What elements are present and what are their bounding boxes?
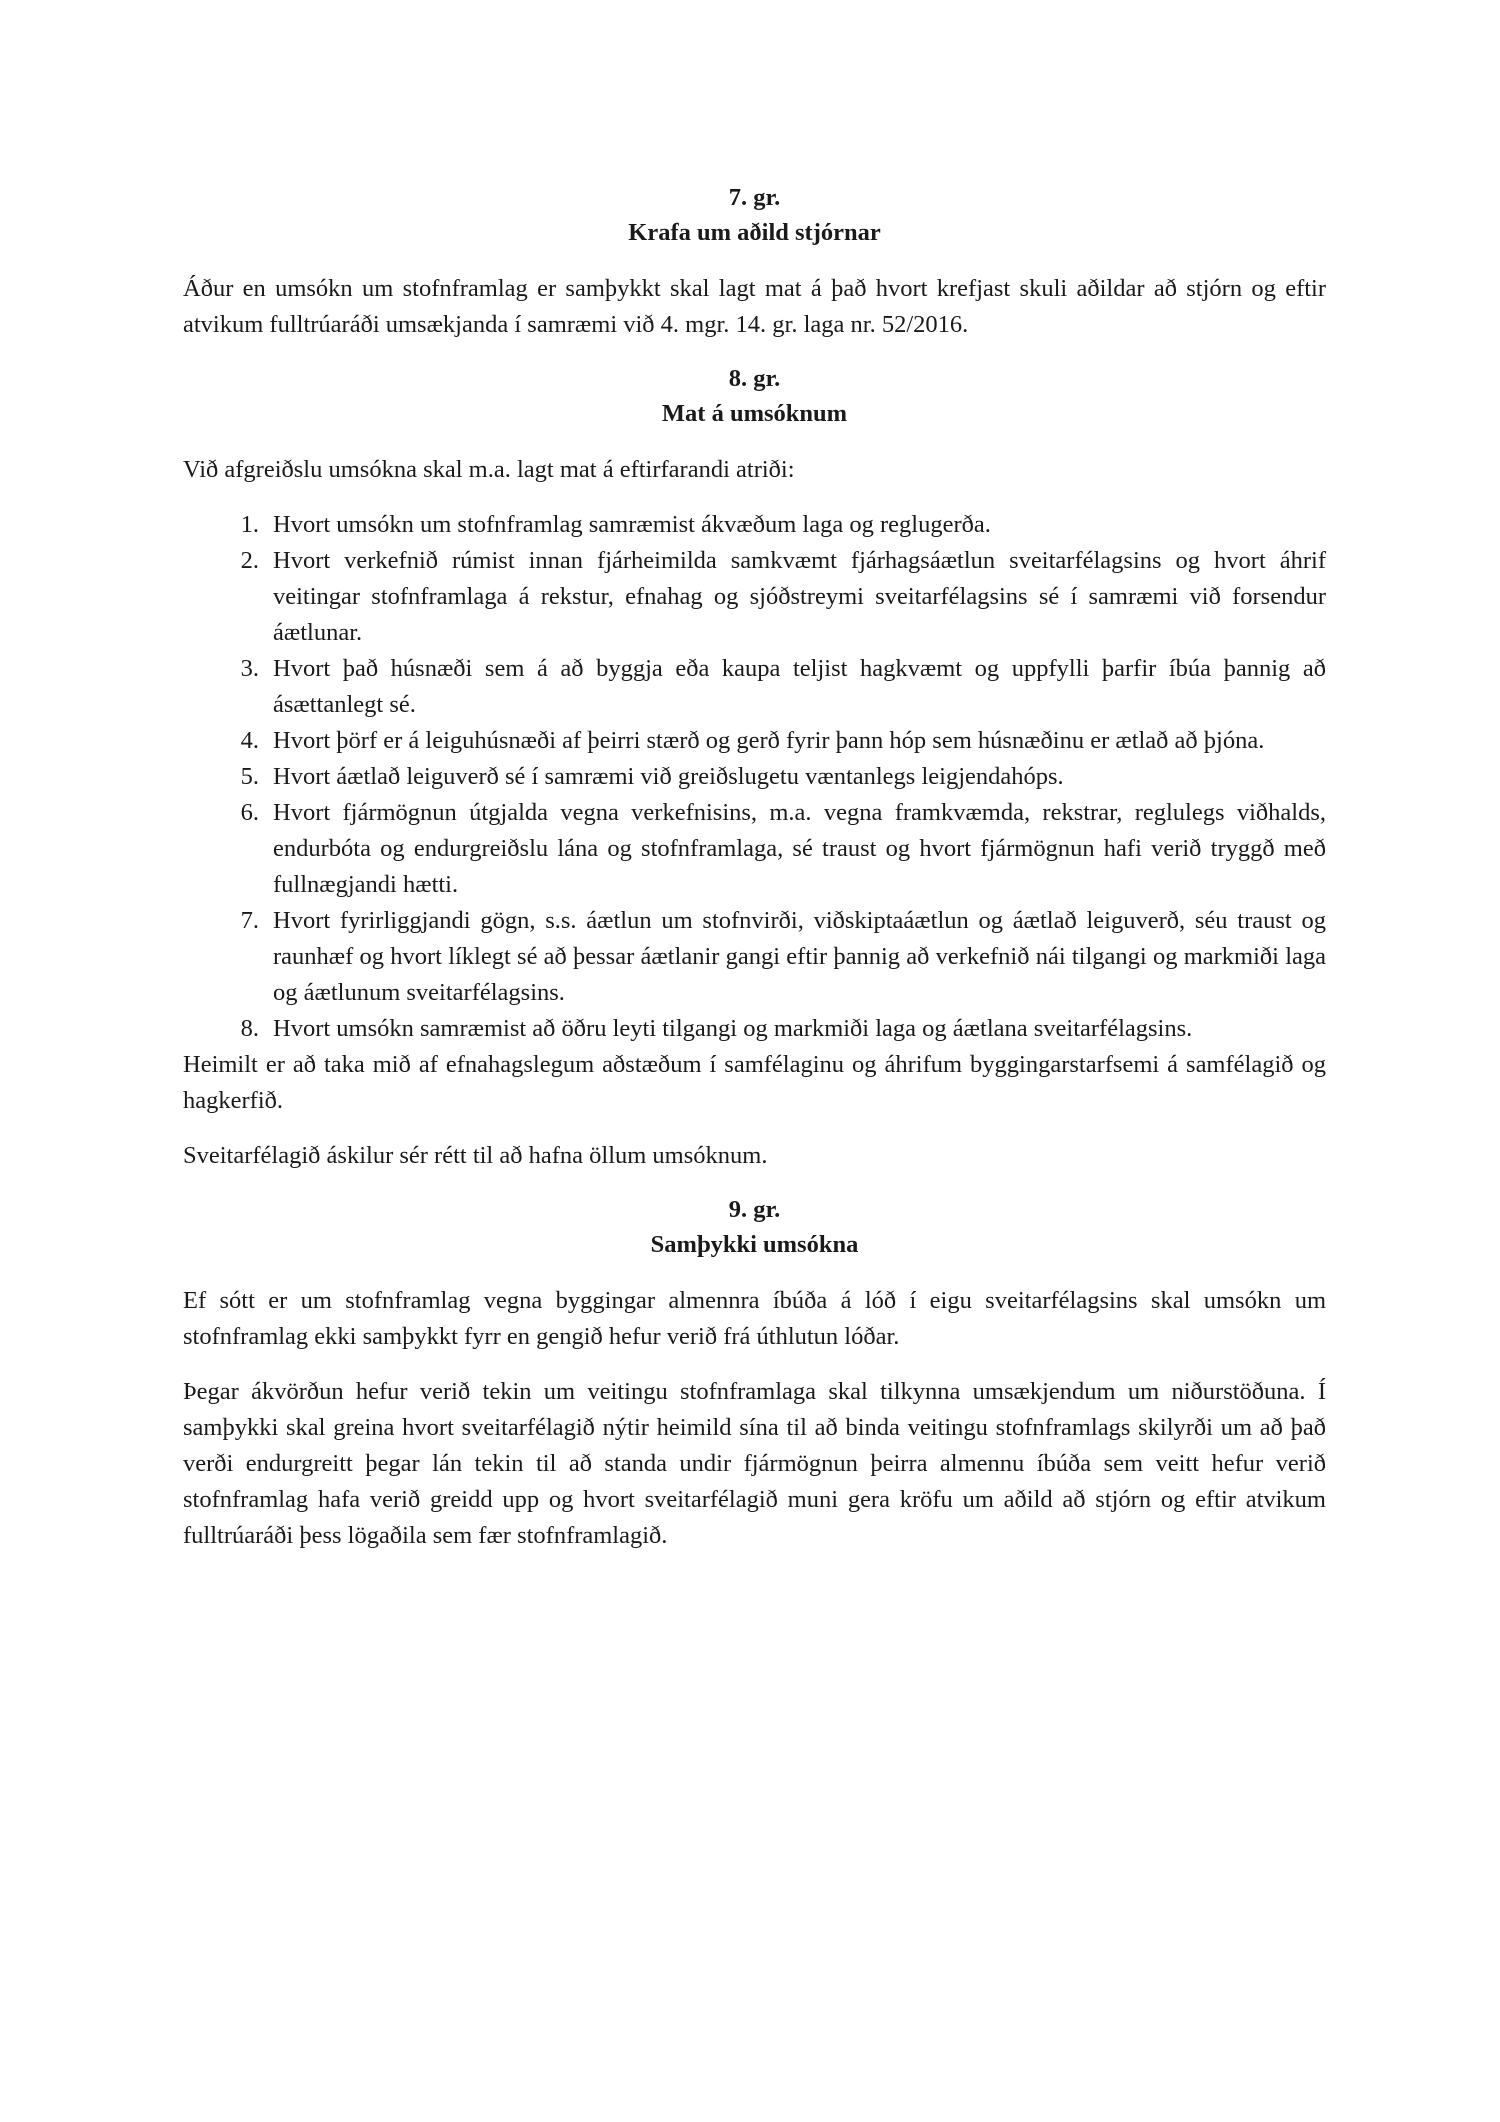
list-item [183,723,1326,759]
list-item [183,759,1326,795]
section-7-number: 7. gr. [728,184,781,211]
list-item-text: Hvort umsókn um stofnframlag samræmist ákvæðum laga og reglugerða. [273,511,991,538]
list-item-text: Hvort það húsnæði sem á að byggja eða kaupa teljist hagkvæmt og uppfylli þarfir íbúa þannig að ásættanlegt sé. [273,655,1326,718]
section-7-paragraph: Áður en umsókn um stofnframlag er samþykkt skal lagt mat á það hvort krefjast skuli aðildar að stjórn og eftir atvikum fulltrúaráði umsækjanda í samræmi við 4. mgr. 14. gr. laga nr. 52/2016. [183,275,1326,338]
list-item-number: 4. [240,727,259,754]
list-item-number: 7. [240,907,259,934]
list-item-number: 1. [240,511,259,538]
section-8-after-list: Heimilt er að taka mið af efnahagslegum aðstæðum í samfélaginu og áhrifum byggingarstarfsemi á samfélagið og hagkerfið. [183,1051,1326,1114]
section-9-paragraph-1: Ef sótt er um stofnframlag vegna byggingar almennra íbúða á lóð í eigu sveitarfélagsins skal umsókn um stofnframlag ekki samþykkt fyrr en gengið hefur verið frá úthlutun lóðar. [183,1287,1326,1350]
list-item [183,903,1326,1011]
list-item-text: Hvort áætlað leiguverð sé í samræmi við greiðslugetu væntanlegs leigjendahóps. [273,763,1064,790]
list-item-number: 3. [240,655,259,682]
list-item [183,507,1326,543]
section-9-paragraph-2: Þegar ákvörðun hefur verið tekin um veitingu stofnframlaga skal tilkynna umsækjendum um niðurstöðuna. Í samþykki skal greina hvort sveitarfélagið nýtir heimild sína til að binda veitingu stofnframlags skilyrði um að það verði endurgreitt þegar lán tekin til að standa undir fjármögnun þeirra almennu íbúða sem veitt hefur verið stofnframlag hafa verið greidd upp og hvort sveitarfélagið muni gera kröfu um aðild að stjórn og eftir atvikum fulltrúaráði þess lögaðila sem fær stofnframlagið. [183,1378,1326,1549]
section-8-title: Mat á umsóknum [661,400,848,427]
document-page [183,180,1326,1554]
list-item [183,651,1326,723]
list-item-text: Hvort fjármögnun útgjalda vegna verkefnisins, m.a. vegna framkvæmda, rekstrar, reglulegs viðhalds, endurbóta og endurgreiðslu lána og stofnframlaga, sé traust og hvort fjármögnun hafi verið tryggð með fullnægjandi hætti. [273,799,1326,898]
list-item [183,543,1326,651]
list-item-number: 2. [240,547,259,574]
section-8-closing: Sveitarfélagið áskilur sér rétt til að hafna öllum umsóknum. [183,1142,768,1169]
list-item-text: Hvort þörf er á leiguhúsnæði af þeirri stærð og gerð fyrir þann hóp sem húsnæðinu er ætlað að þjóna. [273,727,1265,754]
section-9-title: Samþykki umsókna [650,1231,859,1258]
list-item-number: 5. [240,763,259,790]
list-item-text: Hvort verkefnið rúmist innan fjárheimilda samkvæmt fjárhagsáætlun sveitarfélagsins og hvort áhrif veitingar stofnframlaga á rekstur, efnahag og sjóðstreymi sveitarfélagsins sé í samræmi við forsendur áætlunar. [273,547,1326,646]
list-item-number: 6. [240,799,259,826]
section-9-number: 9. gr. [728,1196,781,1223]
section-8-intro: Við afgreiðslu umsókna skal m.a. lagt mat á eftirfarandi atriði: [183,456,795,483]
section-8-number: 8. gr. [728,365,781,392]
list-item [183,1011,1326,1047]
list-item-text: Hvort umsókn samræmist að öðru leyti tilgangi og markmiði laga og áætlana sveitarfélagsins. [273,1015,1193,1042]
assessment-criteria-list [183,507,1326,1047]
list-item-number: 8. [240,1015,259,1042]
list-item-text: Hvort fyrirliggjandi gögn, s.s. áætlun um stofnvirði, viðskiptaáætlun og áætlað leiguverð, séu traust og raunhæf og hvort líklegt sé að þessar áætlanir gangi eftir þannig að verkefnið nái tilgangi og markmiði laga og áætlunum sveitarfélagsins. [273,907,1326,1006]
section-7-title: Krafa um aðild stjórnar [628,219,881,246]
list-item [183,795,1326,903]
